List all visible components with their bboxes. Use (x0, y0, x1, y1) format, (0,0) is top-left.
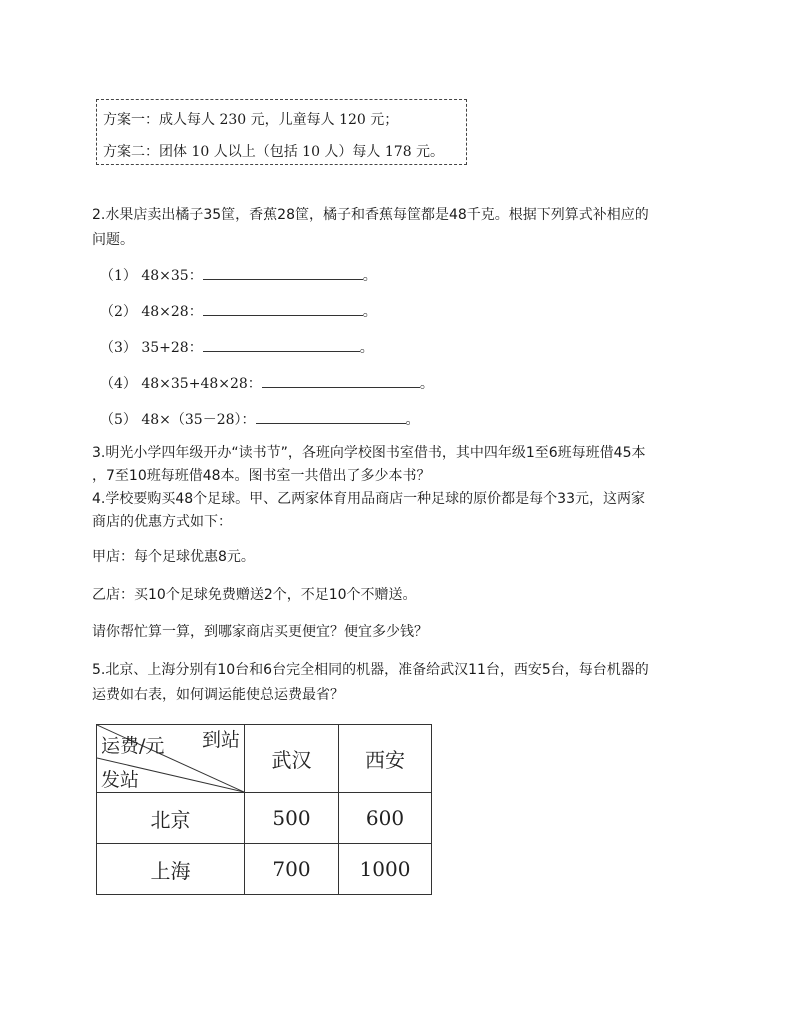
corner-origin-label: 发站 (101, 769, 140, 791)
q2-item-2 (100, 301, 377, 322)
q2-item-5 (100, 409, 420, 430)
q2-item-4-label: （4） 48×35+48×28： (100, 376, 262, 392)
cell-shanghai-xian: 1000 (339, 844, 432, 895)
cell-shanghai-wuhan: 700 (245, 844, 339, 895)
q5-line2: 运费如右表，如何调运能使总运费最省？ (92, 687, 344, 703)
freight-cost-table (96, 724, 432, 895)
q2-item-2-end: 。 (362, 304, 377, 320)
q2-item-5-end: 。 (405, 412, 420, 428)
answer-blank-2[interactable] (203, 301, 363, 316)
answer-blank-5[interactable] (256, 409, 406, 424)
col-header-xian: 西安 (339, 725, 432, 793)
row-origin-shanghai: 上海 (97, 844, 245, 895)
q4-question: 请你帮忙算一算，到哪家商店买更便宜？便宜多少钱？ (92, 624, 428, 640)
q2-item-4 (100, 373, 434, 394)
table-row (97, 793, 432, 844)
answer-blank-3[interactable] (203, 337, 360, 352)
corner-freight-label: 运费/元 (101, 735, 165, 757)
q2-item-3 (100, 337, 374, 358)
q2-line2: 问题。 (92, 232, 134, 248)
q2-item-1-label: （1） 48×35： (100, 268, 203, 284)
answer-blank-4[interactable] (262, 373, 420, 388)
plan-one-text: 方案一：成人每人 230 元，儿童每人 120 元； (103, 112, 399, 128)
q2-item-4-end: 。 (419, 376, 434, 392)
q3-line2: ，7至10班每班借48本。图书室一共借出了多少本书？ (92, 468, 431, 484)
col-header-wuhan: 武汉 (245, 725, 339, 793)
q5-line1: 5.北京、上海分别有10台和6台完全相同的机器，准备给武汉11台，西安5台，每台机器的 (92, 662, 649, 678)
table-corner-header (97, 725, 245, 793)
row-origin-beijing: 北京 (97, 793, 245, 844)
cell-beijing-xian: 600 (339, 793, 432, 844)
answer-blank-1[interactable] (203, 265, 363, 280)
q2-item-1 (100, 265, 377, 286)
q3-line1: 3.明光小学四年级开办“读书节”，各班向学校图书室借书，其中四年级1至6班每班借45本 (92, 445, 646, 461)
q4-shop-a: 甲店：每个足球优惠8元。 (92, 549, 255, 565)
q2-item-3-label: （3） 35+28： (100, 340, 203, 356)
q2-item-1-end: 。 (362, 268, 377, 284)
q4-shop-b: 乙店：买10个足球免费赠送2个，不足10个不赠送。 (92, 587, 417, 603)
q4-line1: 4.学校要购买48个足球。甲、乙两家体育用品商店一种足球的原价都是每个33元，这两家 (92, 491, 645, 507)
q4-line2: 商店的优惠方式如下： (92, 514, 232, 530)
cell-beijing-wuhan: 500 (245, 793, 339, 844)
table-row (97, 844, 432, 895)
corner-destination-label: 到站 (201, 729, 240, 751)
q2-item-2-label: （2） 48×28： (100, 304, 203, 320)
plan-two-text: 方案二：团体 10 人以上（包括 10 人）每人 178 元。 (103, 144, 445, 160)
q2-line1: 2.水果店卖出橘子35筐，香蕉28筐，橘子和香蕉每筐都是48千克。根据下列算式补相应的 (92, 207, 649, 223)
q2-item-5-label: （5） 48×（35－28）： (100, 412, 256, 428)
q2-item-3-end: 。 (359, 340, 374, 356)
